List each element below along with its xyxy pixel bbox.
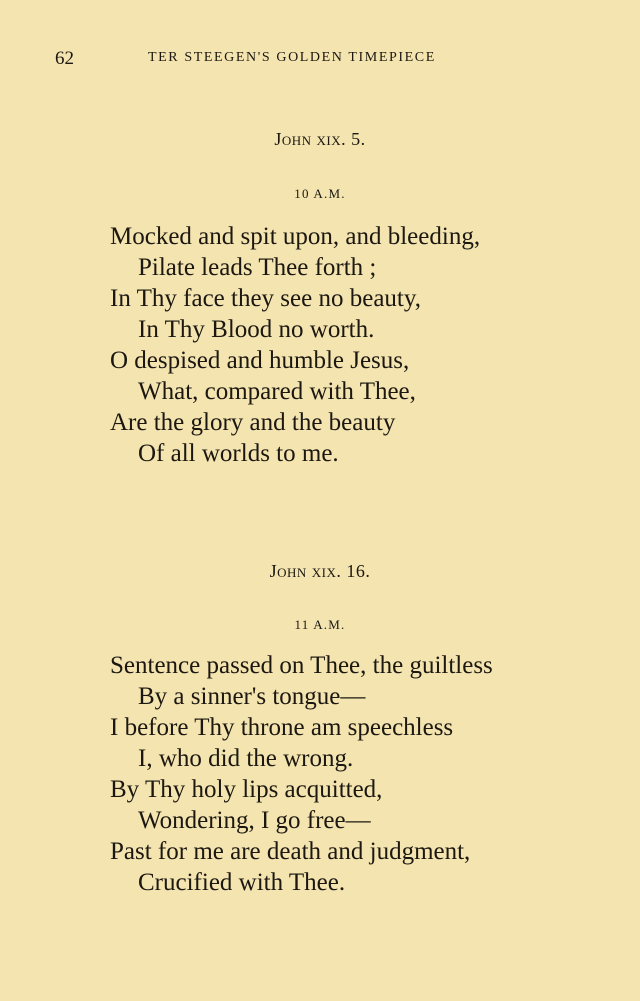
poem-line: Mocked and spit upon, and bleeding, — [110, 223, 481, 250]
poem-line: Wondering, I go free— — [138, 807, 371, 834]
poem-line: Past for me are death and judgment, — [110, 838, 471, 865]
time-heading: 11 A.M. — [294, 617, 346, 632]
poem-line: Are the glory and the beauty — [110, 409, 396, 436]
scripture-reference: John xix. 5. — [274, 129, 366, 149]
time-heading: 10 A.M. — [294, 186, 346, 201]
poem-line: By Thy holy lips acquitted, — [110, 776, 383, 803]
poem-line: By a sinner's tongue— — [138, 683, 366, 710]
poem-line: Pilate leads Thee forth ; — [138, 254, 377, 281]
running-title: TER STEEGEN'S GOLDEN TIMEPIECE — [148, 50, 436, 65]
page-number: 62 — [55, 48, 74, 69]
poem-line: I, who did the wrong. — [138, 745, 354, 772]
scripture-reference: John xix. 16. — [269, 561, 371, 581]
poem-line: I before Thy throne am speechless — [110, 714, 454, 741]
poem-line: O despised and humble Jesus, — [110, 347, 410, 374]
poem-line: In Thy Blood no worth. — [138, 316, 375, 343]
poem-line: Crucified with Thee. — [138, 869, 346, 896]
poem-stanza — [110, 221, 480, 469]
poem-line: Of all worlds to me. — [138, 440, 339, 467]
poem-line: In Thy face they see no beauty, — [110, 285, 421, 312]
poem-line: Sentence passed on Thee, the guiltless — [110, 652, 493, 679]
poem-stanza — [110, 650, 493, 898]
poem-line: What, compared with Thee, — [138, 378, 416, 405]
